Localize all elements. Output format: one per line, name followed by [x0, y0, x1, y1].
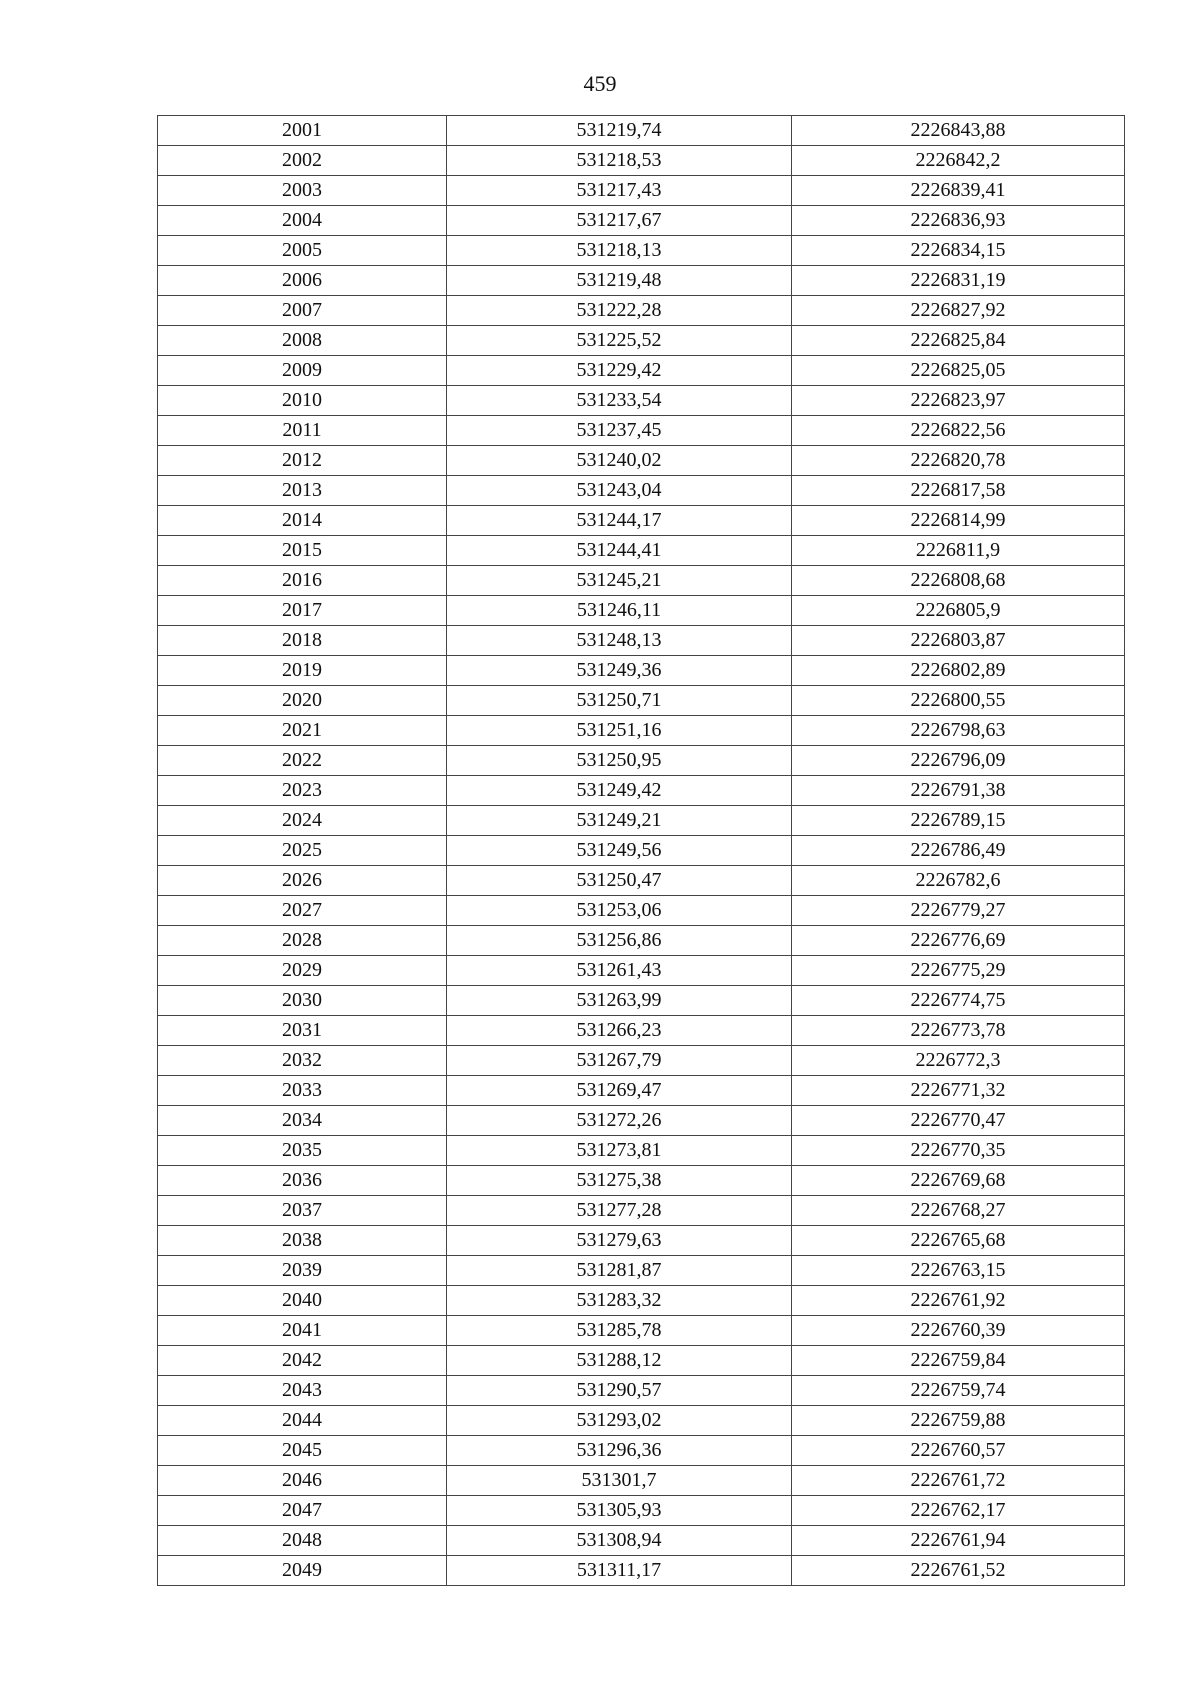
point-number-cell: 2045: [158, 1436, 447, 1466]
point-number-cell: 2035: [158, 1136, 447, 1166]
x-coordinate-cell: 531277,28: [447, 1196, 792, 1226]
x-coordinate-cell: 531288,12: [447, 1346, 792, 1376]
table-row: [158, 776, 1125, 806]
x-coordinate-cell: 531296,36: [447, 1436, 792, 1466]
x-coordinate-cell: 531219,74: [447, 116, 792, 146]
point-number-cell: 2036: [158, 1166, 447, 1196]
y-coordinate-cell: 2226763,15: [792, 1256, 1125, 1286]
x-coordinate-cell: 531311,17: [447, 1556, 792, 1586]
x-coordinate-cell: 531279,63: [447, 1226, 792, 1256]
point-number-cell: 2026: [158, 866, 447, 896]
x-coordinate-cell: 531272,26: [447, 1106, 792, 1136]
x-coordinate-cell: 531218,53: [447, 146, 792, 176]
x-coordinate-cell: 531285,78: [447, 1316, 792, 1346]
y-coordinate-cell: 2226773,78: [792, 1016, 1125, 1046]
y-coordinate-cell: 2226803,87: [792, 626, 1125, 656]
y-coordinate-cell: 2226779,27: [792, 896, 1125, 926]
y-coordinate-cell: 2226761,72: [792, 1466, 1125, 1496]
y-coordinate-cell: 2226770,35: [792, 1136, 1125, 1166]
y-coordinate-cell: 2226759,84: [792, 1346, 1125, 1376]
table-row: [158, 1556, 1125, 1586]
point-number-cell: 2011: [158, 416, 447, 446]
y-coordinate-cell: 2226770,47: [792, 1106, 1125, 1136]
table-row: [158, 956, 1125, 986]
y-coordinate-cell: 2226789,15: [792, 806, 1125, 836]
x-coordinate-cell: 531249,56: [447, 836, 792, 866]
table-row: [158, 416, 1125, 446]
table-row: [158, 146, 1125, 176]
x-coordinate-cell: 531233,54: [447, 386, 792, 416]
point-number-cell: 2001: [158, 116, 447, 146]
table-row: [158, 626, 1125, 656]
y-coordinate-cell: 2226786,49: [792, 836, 1125, 866]
point-number-cell: 2044: [158, 1406, 447, 1436]
y-coordinate-cell: 2226822,56: [792, 416, 1125, 446]
point-number-cell: 2043: [158, 1376, 447, 1406]
point-number-cell: 2037: [158, 1196, 447, 1226]
point-number-cell: 2029: [158, 956, 447, 986]
x-coordinate-cell: 531273,81: [447, 1136, 792, 1166]
point-number-cell: 2007: [158, 296, 447, 326]
y-coordinate-cell: 2226827,92: [792, 296, 1125, 326]
table-row: [158, 1136, 1125, 1166]
x-coordinate-cell: 531275,38: [447, 1166, 792, 1196]
coordinates-table: [157, 115, 1125, 1586]
y-coordinate-cell: 2226805,9: [792, 596, 1125, 626]
table-row: [158, 176, 1125, 206]
table-row: [158, 1526, 1125, 1556]
y-coordinate-cell: 2226768,27: [792, 1196, 1125, 1226]
point-number-cell: 2008: [158, 326, 447, 356]
y-coordinate-cell: 2226762,17: [792, 1496, 1125, 1526]
point-number-cell: 2028: [158, 926, 447, 956]
y-coordinate-cell: 2226798,63: [792, 716, 1125, 746]
x-coordinate-cell: 531225,52: [447, 326, 792, 356]
table-row: [158, 1286, 1125, 1316]
table-row: [158, 836, 1125, 866]
point-number-cell: 2033: [158, 1076, 447, 1106]
table-row: [158, 266, 1125, 296]
point-number-cell: 2012: [158, 446, 447, 476]
point-number-cell: 2018: [158, 626, 447, 656]
table-row: [158, 716, 1125, 746]
table-row: [158, 896, 1125, 926]
y-coordinate-cell: 2226842,2: [792, 146, 1125, 176]
table-row: [158, 1046, 1125, 1076]
x-coordinate-cell: 531308,94: [447, 1526, 792, 1556]
point-number-cell: 2005: [158, 236, 447, 266]
y-coordinate-cell: 2226817,58: [792, 476, 1125, 506]
table-row: [158, 746, 1125, 776]
table-row: [158, 1226, 1125, 1256]
x-coordinate-cell: 531244,41: [447, 536, 792, 566]
y-coordinate-cell: 2226802,89: [792, 656, 1125, 686]
y-coordinate-cell: 2226771,32: [792, 1076, 1125, 1106]
table-row: [158, 1346, 1125, 1376]
table-row: [158, 116, 1125, 146]
x-coordinate-cell: 531219,48: [447, 266, 792, 296]
x-coordinate-cell: 531261,43: [447, 956, 792, 986]
y-coordinate-cell: 2226769,68: [792, 1166, 1125, 1196]
point-number-cell: 2047: [158, 1496, 447, 1526]
x-coordinate-cell: 531249,42: [447, 776, 792, 806]
y-coordinate-cell: 2226825,05: [792, 356, 1125, 386]
table-row: [158, 206, 1125, 236]
point-number-cell: 2041: [158, 1316, 447, 1346]
point-number-cell: 2002: [158, 146, 447, 176]
point-number-cell: 2025: [158, 836, 447, 866]
y-coordinate-cell: 2226796,09: [792, 746, 1125, 776]
point-number-cell: 2049: [158, 1556, 447, 1586]
table-row: [158, 386, 1125, 416]
table-row: [158, 1196, 1125, 1226]
point-number-cell: 2015: [158, 536, 447, 566]
point-number-cell: 2034: [158, 1106, 447, 1136]
x-coordinate-cell: 531249,36: [447, 656, 792, 686]
point-number-cell: 2004: [158, 206, 447, 236]
y-coordinate-cell: 2226776,69: [792, 926, 1125, 956]
point-number-cell: 2021: [158, 716, 447, 746]
x-coordinate-cell: 531293,02: [447, 1406, 792, 1436]
x-coordinate-cell: 531245,21: [447, 566, 792, 596]
point-number-cell: 2032: [158, 1046, 447, 1076]
y-coordinate-cell: 2226782,6: [792, 866, 1125, 896]
table-body: [158, 116, 1125, 1586]
x-coordinate-cell: 531263,99: [447, 986, 792, 1016]
x-coordinate-cell: 531249,21: [447, 806, 792, 836]
y-coordinate-cell: 2226825,84: [792, 326, 1125, 356]
table-row: [158, 1016, 1125, 1046]
table-row: [158, 356, 1125, 386]
point-number-cell: 2010: [158, 386, 447, 416]
point-number-cell: 2024: [158, 806, 447, 836]
x-coordinate-cell: 531237,45: [447, 416, 792, 446]
y-coordinate-cell: 2226772,3: [792, 1046, 1125, 1076]
x-coordinate-cell: 531243,04: [447, 476, 792, 506]
table-row: [158, 866, 1125, 896]
x-coordinate-cell: 531251,16: [447, 716, 792, 746]
y-coordinate-cell: 2226800,55: [792, 686, 1125, 716]
table-row: [158, 1496, 1125, 1526]
table-row: [158, 1436, 1125, 1466]
x-coordinate-cell: 531267,79: [447, 1046, 792, 1076]
y-coordinate-cell: 2226823,97: [792, 386, 1125, 416]
point-number-cell: 2038: [158, 1226, 447, 1256]
point-number-cell: 2039: [158, 1256, 447, 1286]
table-row: [158, 296, 1125, 326]
x-coordinate-cell: 531281,87: [447, 1256, 792, 1286]
x-coordinate-cell: 531244,17: [447, 506, 792, 536]
table-row: [158, 476, 1125, 506]
y-coordinate-cell: 2226775,29: [792, 956, 1125, 986]
table-row: [158, 566, 1125, 596]
point-number-cell: 2027: [158, 896, 447, 926]
x-coordinate-cell: 531217,67: [447, 206, 792, 236]
table-row: [158, 656, 1125, 686]
y-coordinate-cell: 2226834,15: [792, 236, 1125, 266]
x-coordinate-cell: 531218,13: [447, 236, 792, 266]
y-coordinate-cell: 2226791,38: [792, 776, 1125, 806]
point-number-cell: 2009: [158, 356, 447, 386]
x-coordinate-cell: 531250,71: [447, 686, 792, 716]
table-row: [158, 236, 1125, 266]
point-number-cell: 2048: [158, 1526, 447, 1556]
x-coordinate-cell: 531256,86: [447, 926, 792, 956]
table-row: [158, 326, 1125, 356]
point-number-cell: 2023: [158, 776, 447, 806]
table-row: [158, 1376, 1125, 1406]
table-row: [158, 1316, 1125, 1346]
y-coordinate-cell: 2226760,57: [792, 1436, 1125, 1466]
point-number-cell: 2017: [158, 596, 447, 626]
y-coordinate-cell: 2226761,92: [792, 1286, 1125, 1316]
x-coordinate-cell: 531269,47: [447, 1076, 792, 1106]
page-number: 459: [583, 71, 617, 96]
x-coordinate-cell: 531250,95: [447, 746, 792, 776]
y-coordinate-cell: 2226839,41: [792, 176, 1125, 206]
point-number-cell: 2016: [158, 566, 447, 596]
point-number-cell: 2022: [158, 746, 447, 776]
table-row: [158, 686, 1125, 716]
y-coordinate-cell: 2226774,75: [792, 986, 1125, 1016]
x-coordinate-cell: 531290,57: [447, 1376, 792, 1406]
y-coordinate-cell: 2226759,88: [792, 1406, 1125, 1436]
table-row: [158, 1166, 1125, 1196]
table-row: [158, 926, 1125, 956]
x-coordinate-cell: 531229,42: [447, 356, 792, 386]
table-row: [158, 1106, 1125, 1136]
x-coordinate-cell: 531305,93: [447, 1496, 792, 1526]
y-coordinate-cell: 2226765,68: [792, 1226, 1125, 1256]
point-number-cell: 2006: [158, 266, 447, 296]
y-coordinate-cell: 2226760,39: [792, 1316, 1125, 1346]
table-row: [158, 536, 1125, 566]
y-coordinate-cell: 2226761,52: [792, 1556, 1125, 1586]
y-coordinate-cell: 2226831,19: [792, 266, 1125, 296]
point-number-cell: 2014: [158, 506, 447, 536]
point-number-cell: 2040: [158, 1286, 447, 1316]
y-coordinate-cell: 2226761,94: [792, 1526, 1125, 1556]
table-row: [158, 1466, 1125, 1496]
x-coordinate-cell: 531248,13: [447, 626, 792, 656]
point-number-cell: 2013: [158, 476, 447, 506]
y-coordinate-cell: 2226820,78: [792, 446, 1125, 476]
point-number-cell: 2046: [158, 1466, 447, 1496]
point-number-cell: 2003: [158, 176, 447, 206]
point-number-cell: 2019: [158, 656, 447, 686]
table-row: [158, 506, 1125, 536]
x-coordinate-cell: 531217,43: [447, 176, 792, 206]
table-row: [158, 1076, 1125, 1106]
x-coordinate-cell: 531246,11: [447, 596, 792, 626]
x-coordinate-cell: 531283,32: [447, 1286, 792, 1316]
y-coordinate-cell: 2226811,9: [792, 536, 1125, 566]
point-number-cell: 2031: [158, 1016, 447, 1046]
y-coordinate-cell: 2226843,88: [792, 116, 1125, 146]
table-row: [158, 446, 1125, 476]
x-coordinate-cell: 531253,06: [447, 896, 792, 926]
y-coordinate-cell: 2226808,68: [792, 566, 1125, 596]
x-coordinate-cell: 531222,28: [447, 296, 792, 326]
table-row: [158, 1406, 1125, 1436]
y-coordinate-cell: 2226814,99: [792, 506, 1125, 536]
x-coordinate-cell: 531301,7: [447, 1466, 792, 1496]
x-coordinate-cell: 531240,02: [447, 446, 792, 476]
x-coordinate-cell: 531250,47: [447, 866, 792, 896]
point-number-cell: 2030: [158, 986, 447, 1016]
x-coordinate-cell: 531266,23: [447, 1016, 792, 1046]
point-number-cell: 2042: [158, 1346, 447, 1376]
y-coordinate-cell: 2226759,74: [792, 1376, 1125, 1406]
y-coordinate-cell: 2226836,93: [792, 206, 1125, 236]
table-row: [158, 986, 1125, 1016]
table-row: [158, 1256, 1125, 1286]
point-number-cell: 2020: [158, 686, 447, 716]
table-row: [158, 806, 1125, 836]
table-row: [158, 596, 1125, 626]
